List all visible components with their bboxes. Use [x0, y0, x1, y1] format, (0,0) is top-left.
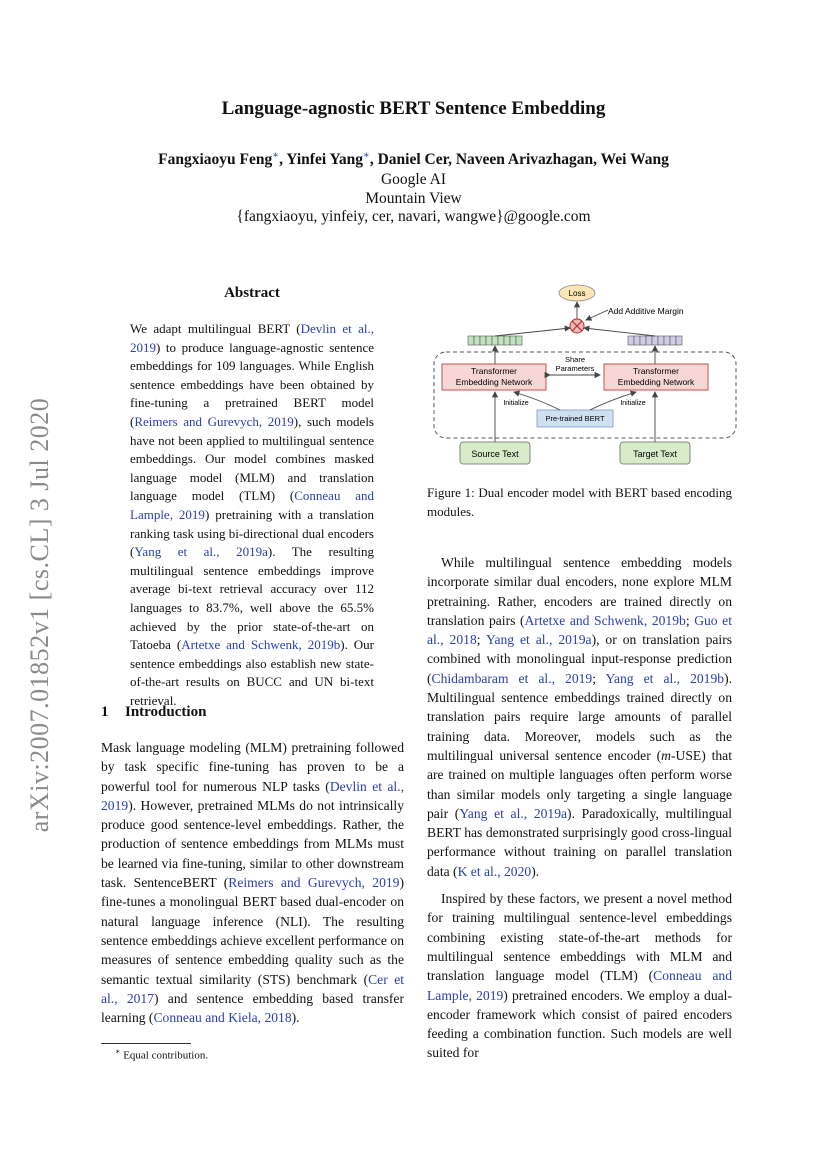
- footnote-mark: ∗: [115, 1047, 121, 1056]
- arxiv-identifier: arXiv:2007.01852v1 [cs.CL] 3 Jul 2020: [25, 397, 54, 833]
- source-embedding-vector: [468, 336, 522, 345]
- section-heading-introduction: [101, 704, 206, 721]
- text-run: ), or on translation pairs combined with monolingual input-response prediction (: [427, 632, 733, 686]
- text-run: ;: [592, 670, 606, 686]
- introduction-paragraph: [101, 738, 404, 1027]
- introduction-body: [101, 738, 404, 1027]
- citation-link[interactable]: Reimers and Gurevych, 2019: [134, 413, 294, 429]
- encoder-label-line2: Embedding Network: [617, 377, 695, 387]
- share-label-line1: Share: [564, 355, 586, 364]
- footnote-rule: [101, 1043, 191, 1044]
- text-run: ) fine-tunes a monolingual BERT based dual-encoder on natural language inference (NLI). The resulting sentence embeddings achieve excellent performance on measures of sentence embedding quality such as the semantic textual similarity (STS) benchmark (: [101, 875, 404, 987]
- author-list: Fangxiaoyu Feng∗, Yinfei Yang∗, Daniel Cer, Naveen Arivazhagan, Wei Wang: [158, 150, 669, 169]
- loss-label: Loss: [568, 289, 586, 298]
- citation-link[interactable]: Conneau and Kiela, 2018: [153, 1010, 292, 1026]
- abstract-body: [130, 320, 374, 710]
- text-run: -USE) that are trained on multiple languages often perform worse than similar models only targeting a single language pair (: [427, 747, 732, 821]
- affiliation: Google AI: [380, 171, 446, 188]
- initialize-label: Initialize: [620, 400, 646, 407]
- embedding-cell: [646, 336, 652, 345]
- embedding-cell: [486, 336, 492, 345]
- author-emails: {fangxiaoyu, yinfeiy, cer, navari, wangwe}@google.com: [236, 208, 591, 225]
- embedding-cell: [664, 336, 670, 345]
- text-run: Inspired by these factors, we present a novel method for training multilingual sentence-level embeddings combining existing state-of-the-art methods for multilingual sentence embeddings with MLM and translation language model (TLM) (: [427, 891, 732, 984]
- citation-link[interactable]: Devlin et al., 2019: [101, 778, 404, 813]
- text-run: While multilingual sentence embedding models incorporate similar dual encoders, none explore MLM pretraining. Rather, encoders are trained directly on translation pairs (: [427, 555, 732, 628]
- margin-label: Add Additive Margin: [608, 306, 684, 316]
- embedding-cell: [504, 336, 510, 345]
- text-run: ). However, pretrained MLMs do not intrinsically produce good sentence-level embeddings. Rather, the production of sentence embeddings from MLMs must be learned via fine-tuning, similar to other downstream task. SentenceBERT (: [101, 797, 404, 891]
- citation-link[interactable]: Chidambaram et al., 2019: [431, 670, 593, 686]
- citation-link[interactable]: Devlin et al., 2019: [130, 321, 374, 355]
- citation-link[interactable]: Yang et al., 2019a: [485, 632, 592, 648]
- bert-label: Pre-trained BERT: [545, 414, 605, 423]
- text-run: ), such models have not been applied to multilingual sentence embeddings. Our model combines masked language model (MLM) and translation language model (TLM) (: [130, 413, 374, 504]
- citation-link[interactable]: Conneau and Lample, 2019: [130, 488, 375, 522]
- author-footnote-mark[interactable]: ∗: [363, 150, 370, 161]
- embedding-cell: [516, 336, 522, 345]
- citation-link[interactable]: K et al., 2020: [457, 863, 532, 879]
- text-run: ) pretrained encoders. We employ a dual-encoder framework which consist of paired encoders feeding a combination function. Such models are well suited for: [427, 987, 732, 1061]
- text-run: ). The resulting multilingual sentence embeddings improve average bi-text retrieval accuracy over 112 languages to 83.7%, well above the 65.5% achieved by the prior state-of-the-art on Tatoeba (: [130, 544, 374, 653]
- text-run: ) pretraining with a translation ranking task using bi-directional dual encoders (: [130, 506, 374, 560]
- right-column-body: [427, 553, 732, 1063]
- embedding-cell: [676, 336, 682, 345]
- text-run: ). Our sentence embeddings also establish new state-of-the-art results on BUCC and UN bi-text retrieval.: [130, 637, 374, 708]
- citation-link[interactable]: Guo et al., 2018: [427, 612, 732, 648]
- embedding-cell: [474, 336, 480, 345]
- arxiv-sidebar: [20, 380, 60, 850]
- footnote: [115, 1047, 208, 1062]
- text-run: Mask language modeling (MLM) pretraining followed by task specific fine-tuning has proven to be a powerful tool for numerous NLP tasks (: [101, 740, 404, 794]
- citation-link[interactable]: Artetxe and Schwenk, 2019b: [524, 612, 686, 628]
- embedding-cell: [628, 336, 634, 345]
- section-number: 1: [101, 704, 109, 720]
- author-name: Yinfei Yang: [286, 151, 364, 169]
- embedding-cell: [510, 336, 516, 345]
- author-footnote-mark[interactable]: ∗: [272, 150, 280, 161]
- text-run: ).: [291, 1010, 300, 1026]
- location: Mountain View: [365, 190, 462, 207]
- embedding-cell: [492, 336, 498, 345]
- embedding-cell: [468, 336, 474, 345]
- embedding-cell: [658, 336, 664, 345]
- text-run: ) and sentence embedding based transfer learning (: [101, 990, 404, 1026]
- figure-dual-encoder: [430, 280, 740, 474]
- citation-link[interactable]: Reimers and Gurevych, 2019: [228, 875, 400, 891]
- author-name: Naveen Arivazhagan: [455, 151, 594, 169]
- share-label-line2: Parameters: [555, 364, 595, 373]
- author-name: Fangxiaoyu Feng: [158, 151, 273, 169]
- embedding-cell: [652, 336, 658, 345]
- author-name: Wei Wang: [600, 151, 669, 169]
- text-run: ;: [685, 612, 695, 628]
- footnote-text: Equal contribution.: [123, 1049, 209, 1062]
- source-text-label: Source Text: [471, 449, 519, 459]
- embedding-cell: [498, 336, 504, 345]
- abstract-paragraph: [130, 320, 374, 710]
- citation-link[interactable]: Conneau and Lample, 2019: [427, 968, 732, 1003]
- citation-link[interactable]: Yang et al., 2019b: [605, 670, 725, 686]
- text-run: ). Paradoxically, multilingual BERT has demonstrated surprisingly good cross-lingual performance without training on parallel translation data (: [427, 805, 733, 879]
- text-run: ;: [476, 632, 486, 648]
- citation-link[interactable]: Yang et al., 2019a: [459, 805, 568, 821]
- target-embedding-vector: [628, 336, 682, 345]
- text-run: We adapt multilingual BERT (: [130, 321, 301, 336]
- text-run: ) to produce language-agnostic sentence embeddings for 109 languages. While English sentence embeddings have been obtained by fine-tuning a pretrained BERT model (: [130, 339, 374, 429]
- body-paragraph: [427, 889, 732, 1063]
- target-text-label: Target Text: [633, 449, 677, 459]
- author-name: Daniel Cer: [377, 151, 449, 169]
- embedding-cell: [640, 336, 646, 345]
- abstract-heading: Abstract: [224, 285, 280, 301]
- figure-caption: Figure 1: Dual encoder model with BERT based encoding modules.: [427, 485, 732, 519]
- embedding-cell: [634, 336, 640, 345]
- text-run: ). Multilingual sentence embeddings trained directly on translation pairs require large amounts of parallel training data. Moreover, models such as the multilingual universal sentence encoder (: [427, 670, 733, 763]
- body-paragraph: [427, 553, 732, 881]
- encoder-label-line1: Transformer: [471, 366, 517, 376]
- paper-title: Language-agnostic BERT Sentence Embedding: [221, 98, 606, 119]
- encoder-label-line1: Transformer: [633, 366, 679, 376]
- embedding-cell: [670, 336, 676, 345]
- citation-link[interactable]: Artetxe and Schwenk, 2019b: [181, 637, 341, 653]
- section-title: Introduction: [125, 704, 207, 720]
- citation-link[interactable]: Yang et al., 2019a: [134, 544, 268, 560]
- text-run: m: [661, 747, 671, 763]
- citation-link[interactable]: Cer et al., 2017: [101, 971, 405, 1006]
- encoder-label-line2: Embedding Network: [455, 377, 533, 387]
- embedding-cell: [480, 336, 486, 345]
- text-run: ).: [531, 863, 540, 879]
- initialize-label: Initialize: [503, 400, 529, 407]
